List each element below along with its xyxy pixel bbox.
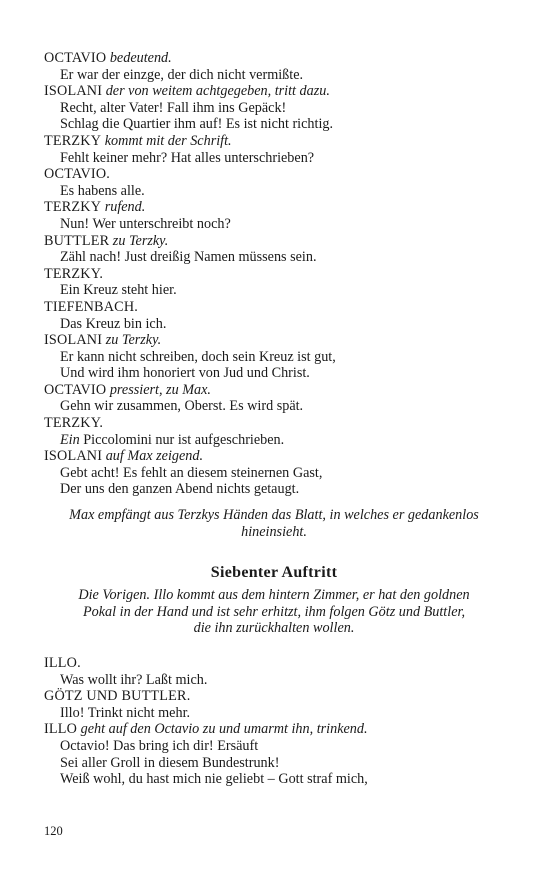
stage-direction-inline: kommt mit der Schrift. — [101, 132, 232, 149]
verse-text: Gehn wir zusammen, Oberst. Es wird spät. — [60, 398, 304, 415]
verse-line — [44, 365, 504, 382]
speaker-name: ILLO — [44, 721, 78, 738]
stage-direction-line: Max empfängt aus Terzkys Händen das Blatt, in welches er gedankenlos — [69, 507, 479, 524]
verse-line — [44, 150, 504, 167]
verse-text: Fehlt keiner mehr? Hat alles unterschrieben? — [60, 149, 315, 166]
speaker-line — [44, 655, 504, 672]
stage-direction-inline: zu Terzky. — [109, 232, 169, 249]
verse-line — [44, 432, 504, 449]
verse-text: Nun! Wer unterschreibt noch? — [60, 215, 231, 232]
speaker-line — [44, 721, 504, 738]
verse-text: Weiß wohl, du hast mich nie geliebt – Gott straf mich, — [60, 771, 368, 788]
verse-text: Er kann nicht schreiben, doch sein Kreuz ist gut, — [60, 348, 336, 365]
speaker-name: TIEFENBACH. — [44, 298, 139, 315]
verse-text: Zähl nach! Just dreißig Namen müssens sein. — [60, 249, 317, 266]
scene-heading: Siebenter Auftritt — [210, 564, 338, 582]
emphasis: Ein — [60, 431, 80, 448]
speaker-name: OCTAVIO — [44, 381, 107, 398]
speaker-line — [44, 415, 504, 432]
verse-text: Sei aller Groll in diesem Bundestrunk! — [60, 754, 280, 771]
verse-line — [44, 116, 504, 133]
stage-direction-inline: geht auf den Octavio zu und umarmt ihn, trinkend. — [77, 721, 368, 738]
verse-text: Piccolomini nur ist aufgeschrieben. — [79, 431, 285, 448]
verse-text: Illo! Trinkt nicht mehr. — [60, 704, 191, 721]
verse-text: Recht, alter Vater! Fall ihm ins Gepäck! — [60, 99, 287, 116]
stage-direction — [44, 507, 504, 540]
verse-text: Er war der einzge, der dich nicht vermißte. — [60, 66, 304, 83]
speaker-name: ISOLANI — [44, 448, 103, 465]
scene-stage-direction — [44, 587, 504, 637]
stage-direction-line: Pokal in der Hand und ist sehr erhitzt, ihm folgen Götz und Buttler, — [82, 603, 465, 620]
verse-line — [44, 349, 504, 366]
stage-direction-inline: rufend. — [101, 199, 146, 216]
stage-direction-inline: bedeutend. — [106, 50, 172, 66]
stage-direction-line: hineinsieht. — [241, 523, 307, 540]
speaker-line — [44, 382, 504, 399]
verse-line — [44, 771, 504, 788]
speaker-name: TERZKY. — [44, 415, 104, 432]
verse-line — [44, 183, 504, 200]
verse-line — [44, 249, 504, 266]
dialogue-block-2 — [44, 655, 504, 788]
stage-direction-inline: auf Max zeigend. — [102, 448, 204, 465]
verse-line — [44, 738, 504, 755]
speaker-line — [44, 448, 504, 465]
stage-direction-line: die ihn zurückhalten wollen. — [193, 620, 355, 637]
speaker-line — [44, 166, 504, 183]
book-page — [44, 50, 504, 788]
verse-text: Und wird ihm honoriert von Jud und Christ. — [60, 365, 310, 382]
verse-line — [44, 672, 504, 689]
speaker-line — [44, 199, 504, 216]
page-number: 120 — [44, 824, 63, 838]
dialogue-block-1 — [44, 50, 504, 498]
stage-direction-inline: der von weitem achtgegeben, tritt dazu. — [102, 83, 330, 100]
speaker-name: TERZKY. — [44, 265, 104, 282]
speaker-line — [44, 266, 504, 283]
verse-text: Der uns den ganzen Abend nichts getaugt. — [60, 481, 300, 498]
speaker-line — [44, 299, 504, 316]
speaker-name: ILLO. — [44, 655, 81, 671]
verse-line — [44, 67, 504, 84]
speaker-name: GÖTZ UND BUTTLER. — [44, 688, 191, 705]
speaker-line — [44, 133, 504, 150]
stage-direction-line: Die Vorigen. Illo kommt aus dem hintern Zimmer, er hat den goldnen — [78, 587, 470, 604]
verse-line — [44, 481, 504, 498]
verse-line — [44, 100, 504, 117]
speaker-name: OCTAVIO — [44, 50, 107, 66]
verse-line — [44, 398, 504, 415]
speaker-line — [44, 688, 504, 705]
verse-text: Gebt acht! Es fehlt an diesem steinernen Gast, — [60, 464, 323, 481]
speaker-name: ISOLANI — [44, 332, 103, 349]
speaker-line — [44, 332, 504, 349]
verse-line — [44, 755, 504, 772]
speaker-name: TERZKY — [44, 199, 102, 216]
speaker-name: ISOLANI — [44, 83, 103, 100]
speaker-name: BUTTLER — [44, 232, 110, 249]
verse-text: Ein Kreuz steht hier. — [60, 282, 177, 299]
speaker-line — [44, 50, 504, 67]
verse-text: Schlag die Quartier ihm auf! Es ist nicht richtig. — [60, 116, 334, 133]
verse-line — [44, 705, 504, 722]
speaker-line — [44, 83, 504, 100]
speaker-line — [44, 233, 504, 250]
verse-line — [44, 465, 504, 482]
stage-direction-inline: pressiert, zu Max. — [106, 381, 211, 398]
verse-text: Es habens alle. — [60, 182, 145, 199]
verse-line — [44, 316, 504, 333]
speaker-name: OCTAVIO. — [44, 166, 111, 183]
verse-line — [44, 282, 504, 299]
stage-direction-inline: zu Terzky. — [102, 332, 162, 349]
verse-text: Was wollt ihr? Laßt mich. — [60, 671, 208, 688]
verse-line — [44, 216, 504, 233]
speaker-name: TERZKY — [44, 132, 102, 149]
verse-text: Octavio! Das bring ich dir! Ersäuft — [60, 737, 259, 754]
verse-text: Das Kreuz bin ich. — [60, 315, 167, 332]
